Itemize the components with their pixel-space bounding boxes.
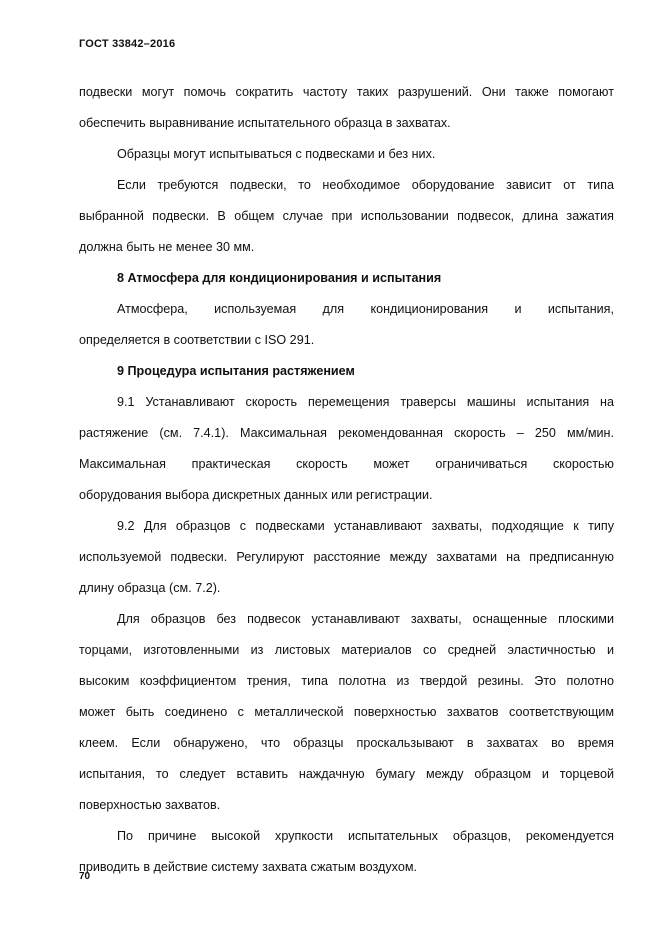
paragraph-line: оборудования выбора дискретных данных или регистрации. bbox=[79, 488, 433, 502]
paragraph-line: Для образцов без подвесок устанавливают захваты, оснащенные плоскими bbox=[117, 612, 614, 626]
paragraph-line: определяется в соответствии с ISO 291. bbox=[79, 333, 315, 347]
paragraph-line: используемой подвески. Регулируют расстояние между захватами на предписанную bbox=[79, 550, 614, 564]
paragraph-line: приводить в действие систему захвата сжатым воздухом. bbox=[79, 860, 417, 874]
document-code-header: ГОСТ 33842–2016 bbox=[79, 38, 176, 50]
paragraph-line: 9.2 Для образцов с подвесками устанавливают захваты, подходящие к типу bbox=[117, 519, 614, 533]
paragraph-line: поверхностью захватов. bbox=[79, 798, 221, 812]
paragraph-line: 9.1 Устанавливают скорость перемещения траверсы машины испытания на bbox=[117, 395, 614, 409]
paragraph-line: может быть соединено с металлической поверхностью захватов соответствующим bbox=[79, 705, 614, 719]
paragraph-line: выбранной подвески. В общем случае при использовании подвесок, длина зажатия bbox=[79, 209, 614, 223]
paragraph-line: торцами, изготовленными из листовых материалов со средней эластичностью и bbox=[79, 643, 614, 657]
paragraph-line: Если требуются подвески, то необходимое оборудование зависит от типа bbox=[117, 178, 614, 192]
paragraph-line: высоким коэффициентом трения, типа полотна из твердой резины. Это полотно bbox=[79, 674, 614, 688]
section-heading-9: 9 Процедура испытания растяжением bbox=[117, 364, 355, 378]
paragraph-line: Атмосфера, используемая для кондиционирования и испытания, bbox=[117, 302, 614, 316]
paragraph-line: подвески могут помочь сократить частоту таких разрушений. Они также помогают bbox=[79, 85, 614, 99]
paragraph-line: клеем. Если обнаружено, что образцы проскальзывают в захватах во время bbox=[79, 736, 614, 750]
paragraph-line: длину образца (см. 7.2). bbox=[79, 581, 221, 595]
paragraph-line: Максимальная практическая скорость может ограничиваться скоростью bbox=[79, 457, 614, 471]
paragraph-line: растяжение (см. 7.4.1). Максимальная рекомендованная скорость – 250 мм/мин. bbox=[79, 426, 614, 440]
page-number: 70 bbox=[79, 871, 91, 882]
paragraph-line: По причине высокой хрупкости испытательных образцов, рекомендуется bbox=[117, 829, 614, 843]
document-body bbox=[79, 77, 614, 883]
section-heading-8: 8 Атмосфера для кондиционирования и испытания bbox=[117, 271, 442, 285]
paragraph-line: Образцы могут испытываться с подвесками и без них. bbox=[117, 147, 436, 161]
paragraph-line: испытания, то следует вставить наждачную бумагу между образцом и торцевой bbox=[79, 767, 614, 781]
paragraph-line: обеспечить выравнивание испытательного образца в захватах. bbox=[79, 116, 451, 130]
paragraph-line: должна быть не менее 30 мм. bbox=[79, 240, 255, 254]
